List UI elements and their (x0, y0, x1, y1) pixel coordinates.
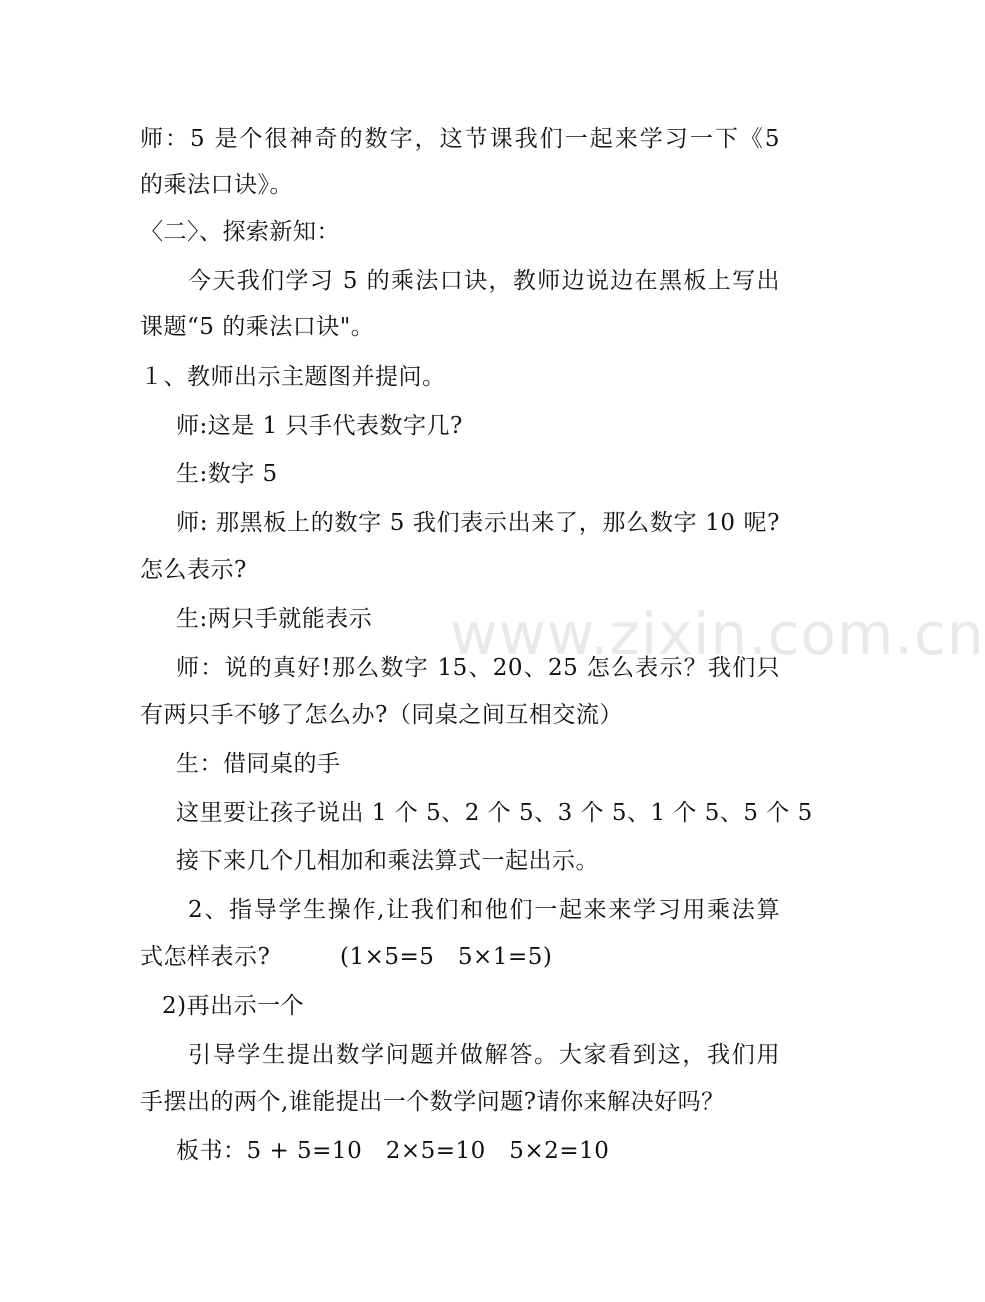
section-heading-explore: 〈二〉、探索新知： (140, 219, 340, 245)
board-writing-line: 板书：5 + 5=10 2×5=10 5×2=10 (176, 1138, 610, 1164)
text-line-5: 课题“5 的乘法口诀"。 (140, 314, 375, 340)
text-line-1: 师：5 是个很神奇的数字，这节课我们一起来学习一下《5 (140, 126, 780, 152)
text-line-22: 手摆出的两个,谁能提出一个数学问题?请你来解决好吗？ (140, 1089, 725, 1115)
text-line-11: 生:两只手就能表示 (176, 606, 373, 632)
text-line-9: 师: 那黑板上的数字 5 我们表示出来了，那么数字 10 呢? (176, 510, 780, 536)
text-line-18: 式怎样表示? (140, 944, 271, 970)
text-line-2: 的乘法口诀》。 (140, 172, 293, 198)
text-line-8: 生:数字 5 (176, 461, 278, 487)
watermark-text: www.zixin.com.cn (450, 600, 985, 668)
text-line-10: 怎么表示? (140, 557, 247, 583)
text-line-21: 引导学生提出数学问题并做解答。大家看到这，我们用 (188, 1042, 780, 1068)
text-line-13: 有两只手不够了怎么办?（同桌之间互相交流） (140, 702, 623, 728)
text-line-14: 生：借同桌的手 (176, 751, 341, 777)
formula-line: (1×5=5 5×1=5) (340, 944, 553, 970)
step-heading-1: １、教师出示主题图并提问。 (140, 364, 446, 390)
text-line-16: 接下来几个几相加和乘法算式一起出示。 (176, 848, 599, 874)
step-heading-2b: 2)再出示一个 (162, 993, 305, 1019)
step-heading-2: 2、指导学生操作,让我们和他们一起来来学习用乘法算 (188, 897, 780, 923)
text-line-4: 今天我们学习 5 的乘法口诀，教师边说边在黑板上写出 (188, 268, 780, 294)
text-line-15: 这里要让孩子说出 1 个 5、2 个 5、3 个 5、1 个 5、5 个 5 (176, 800, 813, 826)
text-line-7: 师:这是 1 只手代表数字几? (176, 413, 463, 439)
text-line-12: 师：说的真好!那么数字 15、20、25 怎么表示？我们只 (176, 655, 780, 681)
